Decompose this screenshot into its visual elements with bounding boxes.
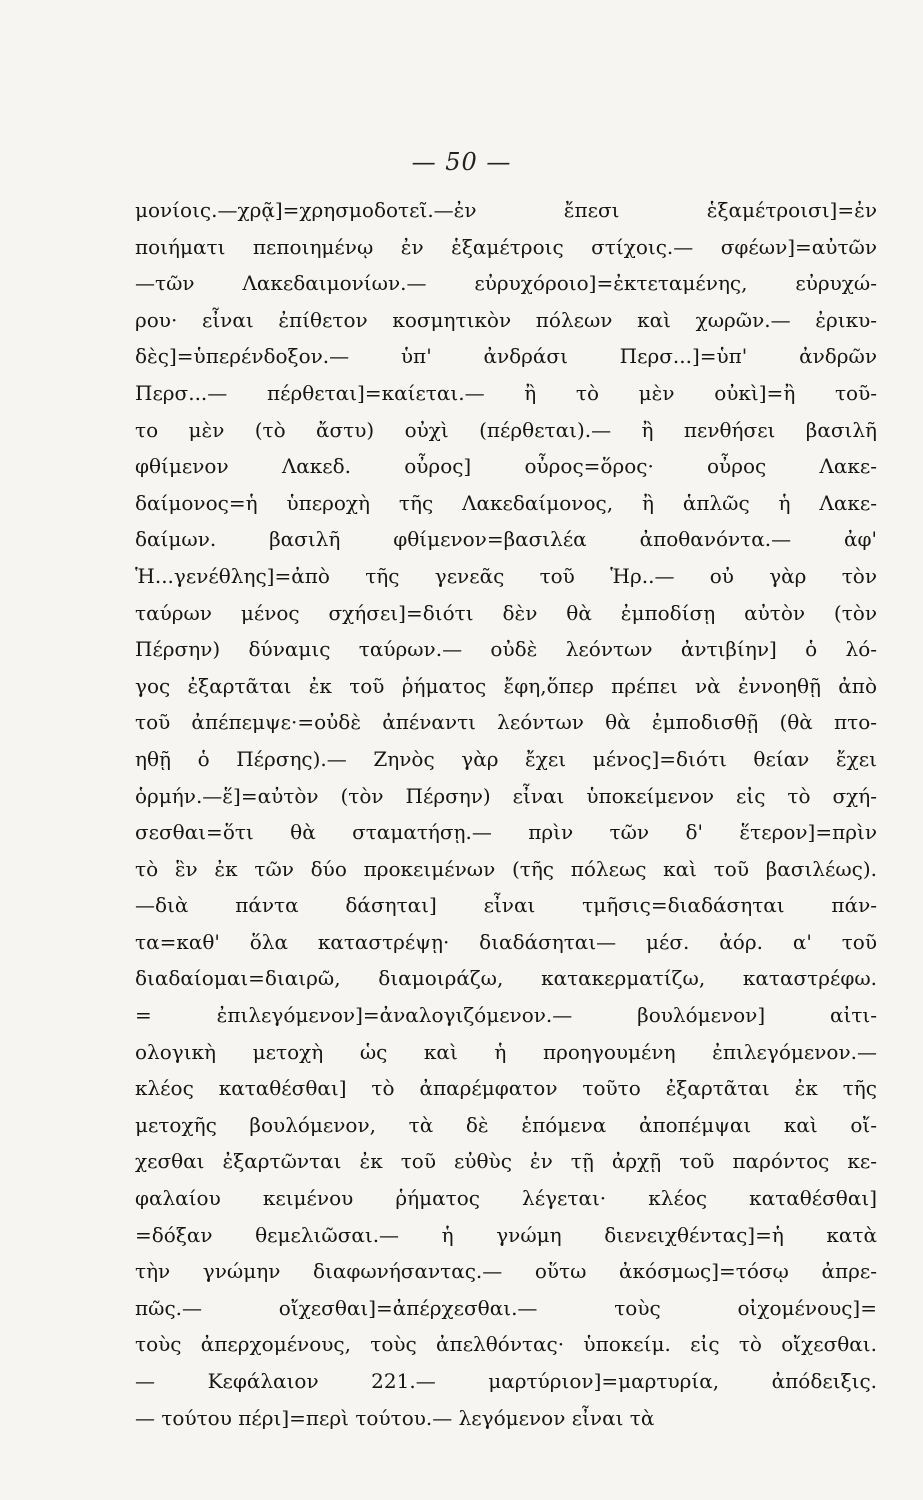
text-line: τοῦ ἀπέπεμψε·=οὐδὲ ἀπέναντι λεόντων θὰ ἐμποδισθῇ (θὰ πτο-	[135, 710, 877, 735]
text-line: φθίμενον Λακεδ. οὖρος] οὖρος=ὅρος· οὖρος Λακε-	[135, 454, 877, 479]
text-line: δὲς]=ὑπερένδοξον.— ὑπ' ἀνδράσι Περσ...]=ὑπ' ἀνδρῶν	[135, 344, 877, 369]
text-line: ηθῇ ὁ Πέρσης).— Ζηνὸς γὰρ ἔχει μένος]=διότι θείαν ἔχει	[135, 746, 877, 771]
commentary-text	[135, 192, 877, 1436]
text-line: ποιήματι πεποιημένῳ ἐν ἑξαμέτροις στίχοις.— σφέων]=αὐτῶν	[135, 234, 877, 259]
text-line: τὴν γνώμην διαφωνήσαντας.— οὕτω ἀκόσμως]=τόσῳ ἀπρε-	[135, 1259, 877, 1284]
text-line: τοὺς ἀπερχομένους, τοὺς ἀπελθόντας· ὑποκείμ. εἰς τὸ οἴχεσθαι.	[135, 1332, 877, 1357]
text-line: το μὲν (τὸ ἄστυ) οὐχὶ (πέρθεται).— ἢ πενθήσει βασιλῆ	[135, 417, 877, 442]
text-line: μονίοις.—χρᾷ]=χρησμοδοτεῖ.—ἐν ἔπεσι ἑξαμέτροισι]=ἐν	[135, 198, 877, 222]
text-line: — τούτου πέρι]=περὶ τούτου.— λεγόμενον εἶναι τὰ	[135, 1405, 655, 1430]
text-line: μετοχῆς βουλόμενον, τὰ δὲ ἑπόμενα ἀποπέμψαι καὶ οἴ-	[135, 1112, 877, 1137]
text-line: γος ἐξαρτᾶται ἐκ τοῦ ῥήματος ἔφη,ὅπερ πρέπει νὰ ἐννοηθῇ ἀπὸ	[135, 673, 877, 698]
text-line: Περσ...— πέρθεται]=καίεται.— ἢ τὸ μὲν οὐκὶ]=ἢ τοῦ-	[135, 380, 877, 405]
text-line: δαίμων. βασιλῆ φθίμενον=βασιλέα ἀποθανόντα.— ἀφ'	[135, 527, 877, 552]
text-line: χεσθαι ἐξαρτῶνται ἐκ τοῦ εὐθὺς ἐν τῇ ἀρχῇ τοῦ παρόντος κε-	[135, 1149, 877, 1174]
text-line: τα=καθ' ὅλα καταστρέψῃ· διαδάσηται— μέσ. ἀόρ. α' τοῦ	[135, 929, 877, 954]
text-line: —διὰ πάντα δάσηται] εἶναι τμῆσις=διαδάσηται πάν-	[135, 893, 877, 918]
text-line: τὸ ἓν ἐκ τῶν δύο προκειμένων (τῆς πόλεως καὶ τοῦ βασιλέως).	[135, 856, 877, 881]
text-line: Ἡ...γενέθλης]=ἀπὸ τῆς γενεᾶς τοῦ Ἡρ..— οὐ γὰρ τὸν	[135, 563, 877, 588]
text-line: ολογικὴ μετοχὴ ὡς καὶ ἡ προηγουμένη ἐπιλεγόμενον.—	[135, 1039, 877, 1064]
text-line: = ἐπιλεγόμενον]=ἀναλογιζόμενον.— βουλόμενον] αἰτι-	[135, 1003, 877, 1028]
text-line: διαδαίομαι=διαιρῶ, διαμοιράζω, κατακερματίζω, καταστρέφω.	[135, 966, 877, 991]
text-line: Πέρσην) δύναμις ταύρων.— οὐδὲ λεόντων ἀντιβίην] ὁ λό-	[135, 637, 877, 662]
text-line: κλέος καταθέσθαι] τὸ ἀπαρέμφατον τοῦτο ἐξαρτᾶται ἐκ τῆς	[135, 1076, 877, 1101]
text-line: ρου· εἶναι ἐπίθετον κοσμητικὸν πόλεων καὶ χωρῶν.— ἐρικυ-	[135, 307, 877, 332]
text-line: δαίμονος=ἡ ὑπεροχὴ τῆς Λακεδαίμονος, ἢ ἁπλῶς ἡ Λακε-	[135, 490, 877, 515]
text-line: ὁρμήν.—ἕ]=αὐτὸν (τὸν Πέρσην) εἶναι ὑποκείμενον εἰς τὸ σχή-	[135, 783, 877, 808]
text-line: σεσθαι=ὅτι θὰ σταματήσῃ.— πρὶν τῶν δ' ἕτερον]=πρὶν	[135, 820, 877, 845]
text-line: — Κεφάλαιον 221.— μαρτύριον]=μαρτυρία, ἀπόδειξις.	[135, 1369, 877, 1393]
text-line: ταύρων μένος σχήσει]=διότι δὲν θὰ ἐμποδίσῃ αὐτὸν (τὸν	[135, 600, 877, 625]
text-line: πῶς.— οἴχεσθαι]=ἀπέρχεσθαι.— τοὺς οἰχομένους]=	[135, 1295, 877, 1320]
text-line: =δόξαν θεμελιῶσαι.— ἡ γνώμη διενειχθέντας]=ἡ κατὰ	[135, 1222, 877, 1247]
page-number: — 50 —	[411, 148, 512, 176]
text-line: —τῶν Λακεδαιμονίων.— εὐρυχόροιο]=ἐκτεταμένης, εὐρυχώ-	[135, 271, 877, 296]
text-line: φαλαίου κειμένου ῥήματος λέγεται· κλέος καταθέσθαι]	[135, 1186, 877, 1211]
